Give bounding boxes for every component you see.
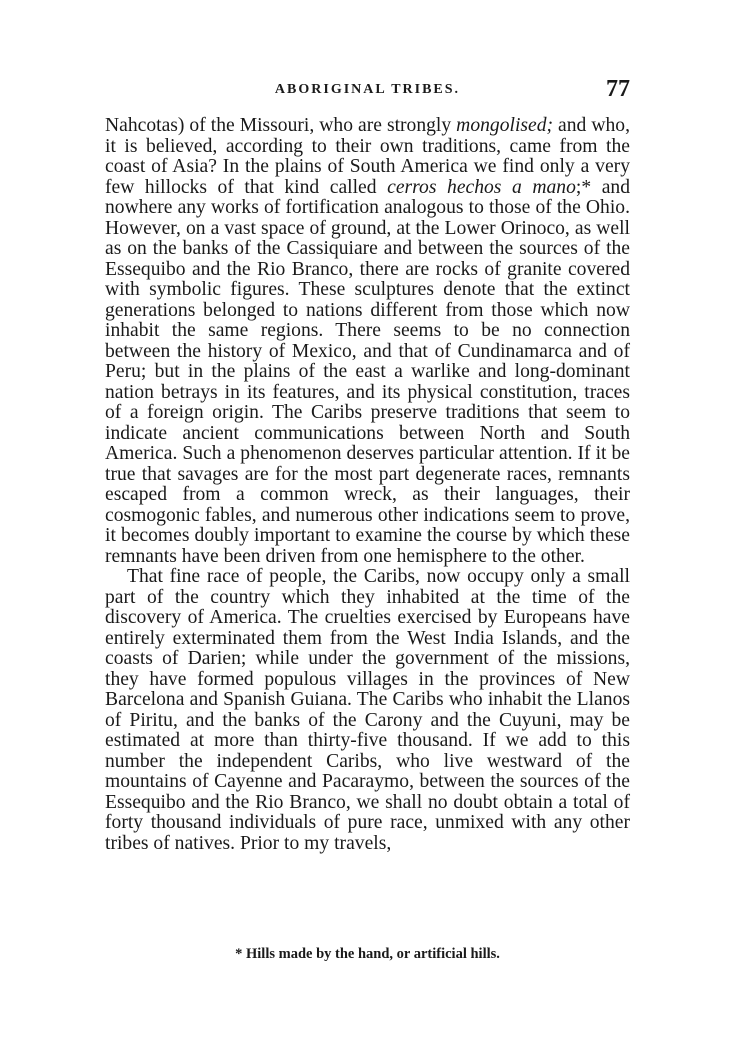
body-text — [105, 116, 630, 854]
running-head — [105, 76, 630, 106]
paragraph-2 — [105, 567, 630, 854]
text-run: and who, it is believed, according to their own traditions, came from the coast of Asia? In the plains of South America we find only a very few hillocks of that kind called — [105, 115, 630, 198]
paragraph-1 — [105, 116, 630, 567]
page-number: 77 — [606, 76, 630, 102]
text-run: Nahcotas) of the Missouri, who are strongly — [105, 115, 457, 136]
text-run: That fine race of people, the Caribs, now occupy only a small part of the country which they inhabited at the time of the discovery of America. The cruelties exercised by Europeans have entirely exterminated them from the West India Islands, and the coasts of Darien; while under the government of the missions, they have formed populous villages in the provinces of New Barcelona and Spanish Guiana. The Caribs who inhabit the Llanos of Piritu, and the banks of the Carony and the Cuyuni, may be estimated at more than thirty-five thousand. If we add to this number the independent Caribs, who live westward of the mountains of Cayenne and Pacaraymo, between the sources of the Essequibo and the Rio Branco, we shall no doubt obtain a total of forty thousand individuals of pure race, unmixed with any other tribes of natives. Prior to my travels, — [105, 566, 630, 854]
running-title: ABORIGINAL TRIBES. — [274, 82, 461, 97]
italic-text-run: cerros hechos a mano — [387, 176, 576, 198]
italic-text-run: mongolised; — [456, 115, 554, 136]
footnote: * Hills made by the hand, or artificial hills. — [235, 946, 500, 962]
text-run: ;* and nowhere any works of fortification analogous to those of the Ohio. However, on a vast space of ground, at the Lower Orinoco, as well as on the banks of the Cassiquiare and between the sources of the Essequibo and the Rio Branco, there are rocks of granite covered with symbolic figures. These sculptures denote that the extinct generations belonged to nations different from those which now inhabit the same regions. There seems to be no connection between the history of Mexico, and that of Cundinamarca and of Peru; but in the plains of the east a warlike and long-dominant nation betrays in its features, and its physical constitution, traces of a foreign origin. The Caribs preserve traditions that seem to indicate ancient communications between North and South America. Such a phenomenon deserves particular attention. If it be true that savages are for the most part degenerate races, remnants escaped from a common wreck, as their languages, their cosmogonic fables, and numerous other indications seem to prove, it becomes doubly important to examine the course by which these remnants have been driven from one hemisphere to the other. — [105, 176, 631, 567]
